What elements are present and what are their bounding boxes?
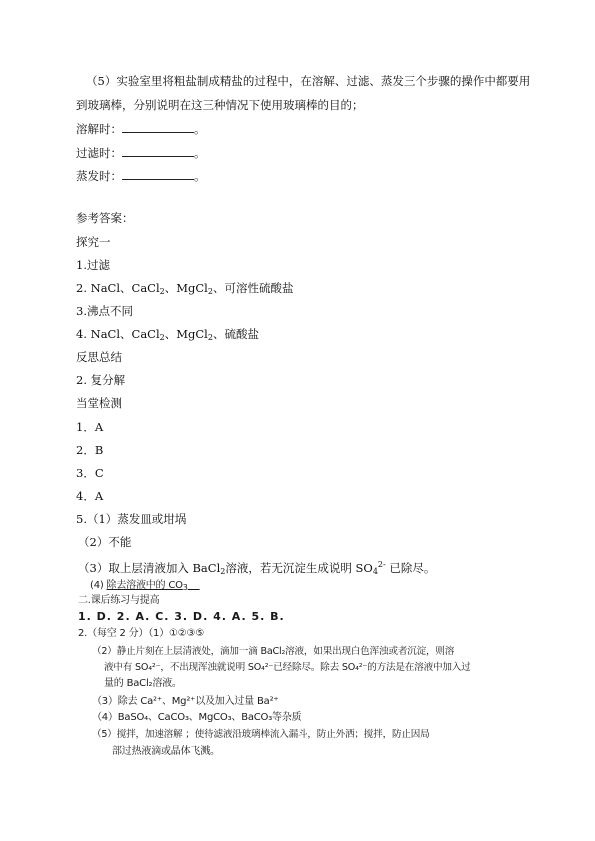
scan-line-4: 2.（每空 2 分）（1）①②③⑤ [78,628,205,639]
scan-1-sub: 3 [182,583,188,592]
evaporate-label: 蒸发时： [76,169,122,183]
answer-2 [76,279,293,301]
test-5-3-sup: 2- [377,560,386,569]
scan-line-6: 液中有 SO₄²⁻，不出现浑浊就说明 SO₄²⁻已经除尽。除去 SO₄²⁻的方法是在溶液中加入过 [104,662,471,673]
scan-line-2: 二.课后练习与提高 [78,595,160,606]
answer-2-sub-b: 2 [207,287,213,296]
evaporate-blank[interactable] [122,167,194,180]
test-4: 4．A [76,489,104,503]
section-reflection: 反思总结 [76,350,122,364]
scan-1-underlined [107,580,200,591]
test-5-1: 5.（1）蒸发皿或坩埚 [76,512,187,526]
test-2: 2．B [76,443,104,457]
test-5-3-text-a: （3）取上层清液加入 BaCl [78,561,221,575]
scan-line-7: 量的 BaCl₂溶液。 [104,678,182,689]
scan-line-8: （3）除去 Ca²⁺、Mg²⁺以及加入过量 Ba²⁺ [92,696,279,707]
answer-2-text-c: 、可溶性硫酸盐 [212,281,294,295]
q5-evaporate-row [76,167,206,185]
q5-dissolve-row [76,120,206,138]
answer-4 [76,325,259,347]
answer-4-sub-b: 2 [207,333,213,342]
test-3: 3．C [76,466,104,480]
scan-line-3: 1. D. 2. A. C. 3. D. 4. A. 5. B. [78,610,285,623]
answer-2-text-b: 、MgCl [164,281,208,295]
test-5-2: （2）不能 [78,535,132,549]
dissolve-end: 。 [194,122,206,136]
scan-line-9: （4）BaSO₄、CaCO₃、MgCO₃、BaCO₃等杂质 [92,712,302,723]
scan-line-11: 部过热液滴或晶体飞溅。 [112,746,220,757]
scan-1-text: 除去溶液中的 CO [106,580,183,591]
answer-1: 1.过滤 [76,258,110,272]
test-5-3-text-b: 溶液，若无沉淀生成说明 SO [225,561,373,575]
answer-4-sub-a: 2 [159,333,165,342]
answer-2-text-a: 2. NaCl、CaCl [76,281,160,295]
q5-filter-row [76,144,206,162]
section-explore-one: 探究一 [76,235,111,249]
dissolve-blank[interactable] [122,120,194,133]
scan-line-5: （2）静止片刻在上层清液处，滴加一滴 BaCl₂溶液，如果出现白色浑浊或者沉淀，则溶 [92,646,455,657]
q5-line2: 到玻璃棒，分别说明在这三种情况下使用玻璃棒的目的； [76,98,364,112]
filter-blank[interactable] [122,144,194,157]
answer-2-sub-a: 2 [159,287,165,296]
answer-3: 3.沸点不同 [76,304,133,318]
evaporate-end: 。 [194,169,206,183]
filter-end: 。 [194,146,206,160]
test-5-3-sub-a: 2 [220,567,226,576]
answers-title: 参考答案： [76,211,134,225]
reflection-2: 2. 复分解 [76,373,126,387]
test-1: 1．A [76,420,104,434]
test-5-3-sub-b: 4 [372,567,378,576]
scan-1-prefix: (4) [90,580,107,591]
q5-line1: （5）实验室里将粗盐制成精盐的过程中，在溶解、过滤、蒸发三个步骤的操作中都要用 [86,74,531,88]
section-class-test: 当堂检测 [76,396,122,410]
scan-line-10: （5）搅拌，加速溶解 ；使待滤液沿玻璃棒流入漏斗，防止外洒；搅拌，防止因局 [92,729,430,740]
answer-4-text-c: 、硫酸盐 [212,327,259,341]
dissolve-label: 溶解时： [76,122,122,136]
answer-4-text-a: 4. NaCl、CaCl [76,327,160,341]
filter-label: 过滤时： [76,146,122,160]
test-5-3-text-c: 已除尽。 [385,561,436,575]
answer-4-text-b: 、MgCl [164,327,208,341]
